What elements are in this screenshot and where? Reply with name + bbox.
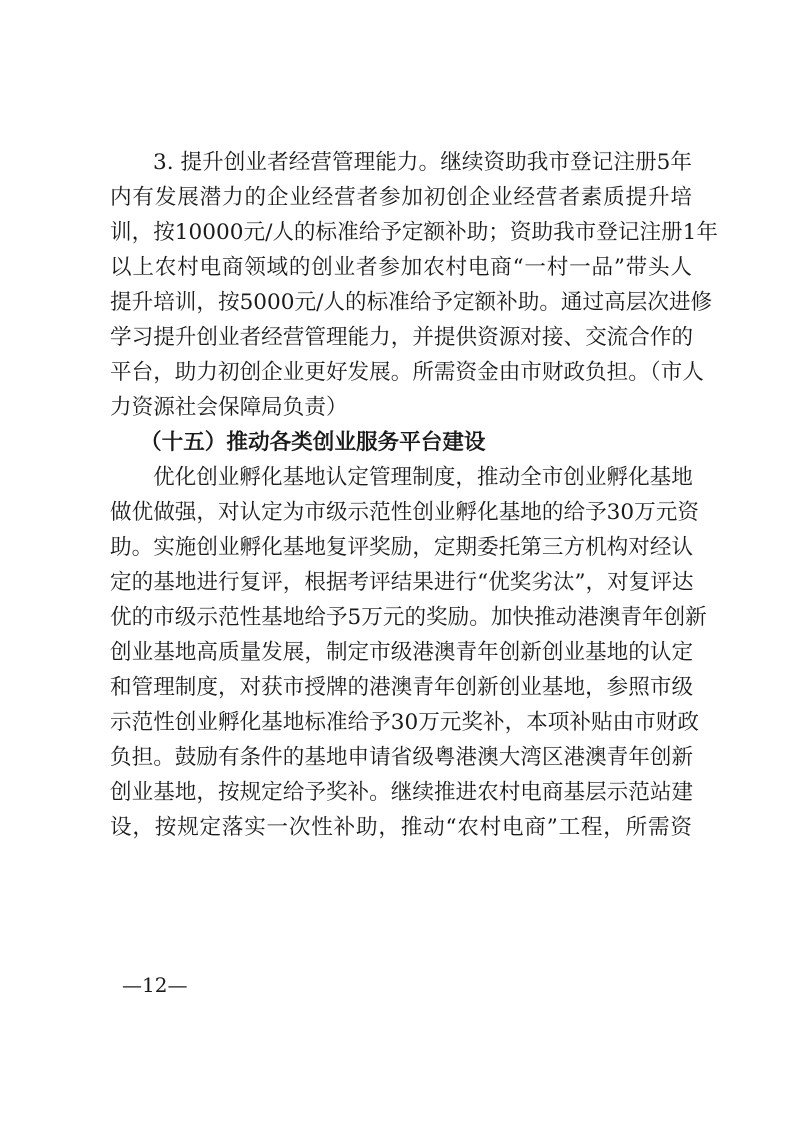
page-number: —12— bbox=[122, 973, 188, 997]
paragraph-line: 力资源社会保障局负责） bbox=[110, 395, 348, 420]
paragraph-line: 和管理制度，对获市授牌的港澳青年创新创业基地，参照市级 bbox=[110, 675, 694, 700]
paragraph-line: 提升培训，按5000元/人的标准给予定额补助。通过高层次进修 bbox=[110, 290, 713, 315]
paragraph-line: 3. 提升创业者经营管理能力。继续资助我市登记注册5年 bbox=[153, 150, 692, 175]
paragraph-2 bbox=[110, 460, 707, 845]
section-heading: （十五）推动各类创业服务平台建设 bbox=[140, 430, 486, 455]
paragraph-1 bbox=[110, 145, 718, 425]
paragraph-line: 设，按规定落实一次性补助，推动“农村电商”工程，所需资 bbox=[110, 815, 692, 840]
paragraph-line: 定的基地进行复评，根据考评结果进行“优奖劣汰”，对复评达 bbox=[110, 570, 694, 595]
paragraph-line: 训，按10000元/人的标准给予定额补助；资助我市登记注册1年 bbox=[110, 220, 718, 245]
paragraph-line: 助。实施创业孵化基地复评奖励，定期委托第三方机构对经认 bbox=[110, 535, 694, 560]
paragraph-line: 优的市级示范性基地给予5万元的奖励。加快推动港澳青年创新 bbox=[110, 605, 707, 630]
paragraph-line: 学习提升创业者经营管理能力，并提供资源对接、交流合作的 bbox=[110, 325, 694, 350]
document-page bbox=[110, 145, 718, 845]
paragraph-line: 示范性创业孵化基地标准给予30万元奖补，本项补贴由市财政 bbox=[110, 710, 699, 735]
paragraph-line: 以上农村电商领域的创业者参加农村电商“一村一品”带头人 bbox=[110, 255, 692, 280]
paragraph-line: 平台，助力初创企业更好发展。所需资金由市财政负担。（市人 bbox=[110, 360, 704, 385]
paragraph-line: 优化创业孵化基地认定管理制度，推动全市创业孵化基地 bbox=[153, 465, 693, 490]
paragraph-line: 创业基地高质量发展，制定市级港澳青年创新创业基地的认定 bbox=[110, 640, 694, 665]
paragraph-line: 负担。鼓励有条件的基地申请省级粤港澳大湾区港澳青年创新 bbox=[110, 745, 694, 770]
paragraph-line: 内有发展潜力的企业经营者参加初创企业经营者素质提升培 bbox=[110, 185, 692, 210]
paragraph-line: 做优做强，对认定为市级示范性创业孵化基地的给予30万元资 bbox=[110, 500, 699, 525]
paragraph-line: 创业基地，按规定给予奖补。继续推进农村电商基层示范站建 bbox=[110, 780, 694, 805]
